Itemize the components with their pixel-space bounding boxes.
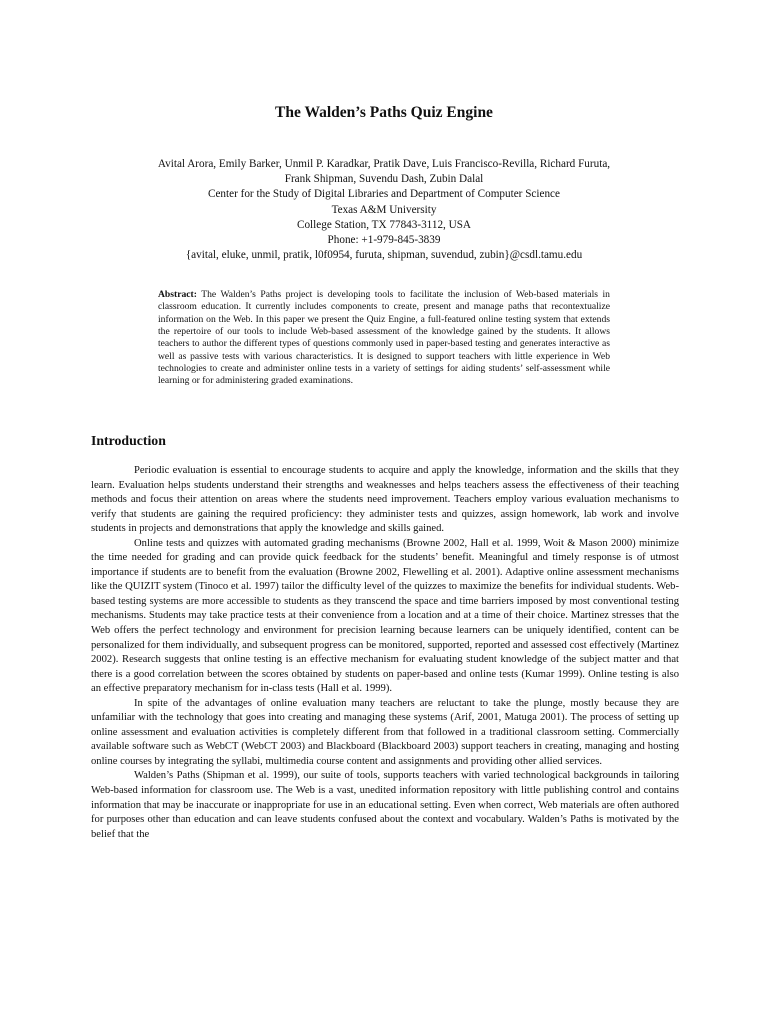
email-list: {avital, eluke, unmil, pratik, l0f0954, furuta, shipman, suvendud, zubin}@csdl.tamu.edu [185,249,583,262]
address: College Station, TX 77843-3112, USA [296,218,472,231]
author-names: Frank Shipman, Suvendu Dash, Zubin Dalal [284,173,484,186]
paper-title: The Walden’s Paths Quiz Engine [275,104,493,121]
section-heading-introduction: Introduction [91,433,166,448]
abstract [158,289,610,388]
phone: Phone: +1-979-845-3839 [327,234,441,247]
abstract-label: Abstract: [158,289,197,300]
author-block [90,157,678,263]
introduction-body [91,464,679,842]
body-paragraph: Periodic evaluation is essential to encourage students to acquire and apply the knowledge, information and the skills that they learn. Evaluation helps students understand their strengths and weaknesses and helps teachers assess the effectiveness of their teaching methods and focus their attention on areas where the students need improvement. Teachers employ various evaluation mechanisms to verify that students are gaining the required proficiency: they administer tests and quizzes, assign homework, lab work and involve students in projects and demonstrations that apply the knowledge and skills gained. [91,465,679,535]
body-paragraph: Walden’s Paths (Shipman et al. 1999), our suite of tools, supports teachers with varied technological backgrounds in tailoring Web-based information for classroom use. The Web is a vast, unedited information repository with little publishing control and contains information that may be inaccurate or inappropriate for use in an educational setting. Even when correct, Web materials are often authored for purposes other than education and can leave students confused about the context and vocabulary. Walden’s Paths is motivated by the belief that the [91,770,679,840]
author-names: Avital Arora, Emily Barker, Unmil P. Karadkar, Pratik Dave, Luis Francisco-Revilla, Richard Furuta, [157,158,611,170]
body-paragraph: In spite of the advantages of online evaluation many teachers are reluctant to take the plunge, mostly because they are unfamiliar with the technology that goes into creating and managing these systems (Arif, 2001, Matuga 2001). The process of setting up online assessment and evaluation activities is completely different from that followed in a traditional classroom setting. Commercially available software such as WebCT (WebCT 2003) and Blackboard (Blackboard 2003) support teachers in creating, managing and hosting online courses by integrating the syllabi, multimedia course content and assignments and providing other allied services. [91,697,679,767]
body-paragraph: Online tests and quizzes with automated grading mechanisms (Browne 2002, Hall et al. 1999, Woit & Mason 2000) minimize the time needed for grading and can provide quick feedback for the students’ benefit. Meaningful and timely response is of utmost importance if students are to benefit from the evaluation (Browne 2002, Flewelling et al. 2001). Adaptive online assessment mechanisms like the QUIZIT system (Tinoco et al. 1997) tailor the difficulty level of the quizzes to maximize the benefits for individual students. Web-based testing systems are more accessible to students as they transcend the space and time barriers imposed by most conventional testing mechanisms. Students may take practice tests at their convenience from a location and at a time of their choice. Martinez stresses that the Web offers the perfect technology and environment for precision learning because learners can be uniquely identified, content can be personalized for them individually, and subsequent progress can be monitored, supported, reported and assessed cost effectively (Martinez 2002). Research suggests that online testing is an effective mechanism for evaluating student knowledge of the subject matter and that there is a good correlation between the scores obtained by students on paper-based and online tests (Kumar 1999). Online testing is also an effective preparatory mechanism for in-class tests (Hall et al. 1999). [91,537,679,695]
affiliation: Center for the Study of Digital Libraries and Department of Computer Science [208,188,560,201]
abstract-text: The Walden’s Paths project is developing tools to facilitate the inclusion of Web-based materials in classroom education. It currently includes components to create, present and manage paths that recontextualize information on the Web. In this paper we present the Quiz Engine, a full-featured online testing system that extends the repertoire of our tools to include Web-based assessment of the knowledge gained by the students. It allows teachers to author the different types of questions commonly used in paper-based testing and generates interactive as well as passive tests with various characteristics. It is designed to support teachers with little experience in Web technologies to create and administer online tests in a variety of settings for aiding students’ self-assessment while learning or for administering graded examinations. [158,289,610,387]
university: Texas A&M University [331,203,437,216]
